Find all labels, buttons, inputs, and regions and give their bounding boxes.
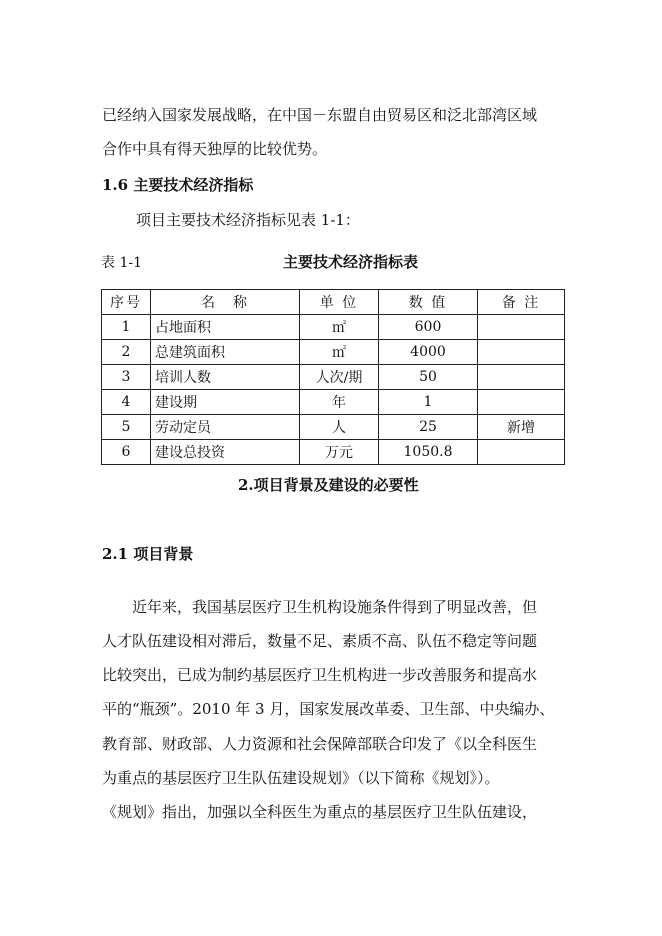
table-row [102, 415, 565, 440]
cell-name: 培训人数 [151, 365, 300, 390]
paragraph-line: 比较突出，已成为制约基层医疗卫生机构进一步改善服务和提高水 [102, 666, 538, 684]
paragraph-line: 平的“瓶颈”。2010 年 3 月，国家发展改革委、卫生部、中央编办、 [102, 700, 555, 718]
cell-value: 50 [379, 365, 478, 390]
table-label: 表 1-1 [101, 255, 142, 271]
table-row [102, 365, 565, 390]
table-header-row [102, 290, 565, 315]
cell-value: 4000 [379, 340, 478, 365]
cell-no: 2 [102, 340, 151, 365]
section-1-6-heading: 1.6 主要技术经济指标 [102, 176, 254, 194]
cell-unit: ㎡ [300, 315, 379, 340]
cell-name: 占地面积 [151, 315, 300, 340]
cell-unit: 人 [300, 415, 379, 440]
cell-value: 600 [379, 315, 478, 340]
cell-unit: 万元 [300, 440, 379, 465]
cell-name: 建设总投资 [151, 440, 300, 465]
table-row [102, 440, 565, 465]
section-2-1-heading: 2.1 项目背景 [102, 545, 194, 563]
paragraph-line: 人才队伍建设相对滞后，数量不足、素质不高、队伍不稳定等问题 [102, 632, 538, 650]
cell-value: 1050.8 [379, 440, 478, 465]
table-row [102, 390, 565, 415]
paragraph-line: 为重点的基层医疗卫生队伍建设规划》（以下简称《规划》）。 [102, 769, 500, 787]
header-name: 名 称 [151, 290, 300, 315]
intro-line-2: 合作中具有得天独厚的比较优势。 [102, 140, 328, 158]
cell-no: 3 [102, 365, 151, 390]
cell-no: 4 [102, 390, 151, 415]
section-1-6-intro: 项目主要技术经济指标见表 1-1： [136, 211, 360, 229]
table-row [102, 315, 565, 340]
header-unit: 单 位 [300, 290, 379, 315]
cell-note [478, 390, 565, 415]
cell-note [478, 365, 565, 390]
paragraph-line: 近年来，我国基层医疗卫生机构设施条件得到了明显改善，但 [102, 598, 538, 616]
cell-value: 25 [379, 415, 478, 440]
paragraph-line: 教育部、财政部、人力资源和社会保障部联合印发了《以全科医生 [102, 735, 538, 753]
cell-unit: 年 [300, 390, 379, 415]
table-row [102, 340, 565, 365]
cell-name: 建设期 [151, 390, 300, 415]
intro-line-1: 已经纳入国家发展战略，在中国－东盟自由贸易区和泛北部湾区域 [102, 106, 538, 124]
cell-name: 劳动定员 [151, 415, 300, 440]
table-title: 主要技术经济指标表 [283, 253, 419, 271]
cell-unit: ㎡ [300, 340, 379, 365]
cell-note [478, 340, 565, 365]
paragraph-line: 《规划》指出，加强以全科医生为重点的基层医疗卫生队伍建设， [102, 803, 538, 821]
cell-no: 5 [102, 415, 151, 440]
section-2-heading: 2.项目背景及建设的必要性 [238, 476, 419, 494]
indicator-table [101, 289, 565, 465]
cell-note: 新增 [478, 415, 565, 440]
header-note: 备 注 [478, 290, 565, 315]
cell-unit: 人次/期 [300, 365, 379, 390]
header-value: 数 值 [379, 290, 478, 315]
cell-note [478, 440, 565, 465]
cell-value: 1 [379, 390, 478, 415]
cell-name: 总建筑面积 [151, 340, 300, 365]
header-no: 序号 [102, 290, 151, 315]
cell-no: 6 [102, 440, 151, 465]
cell-no: 1 [102, 315, 151, 340]
cell-note [478, 315, 565, 340]
